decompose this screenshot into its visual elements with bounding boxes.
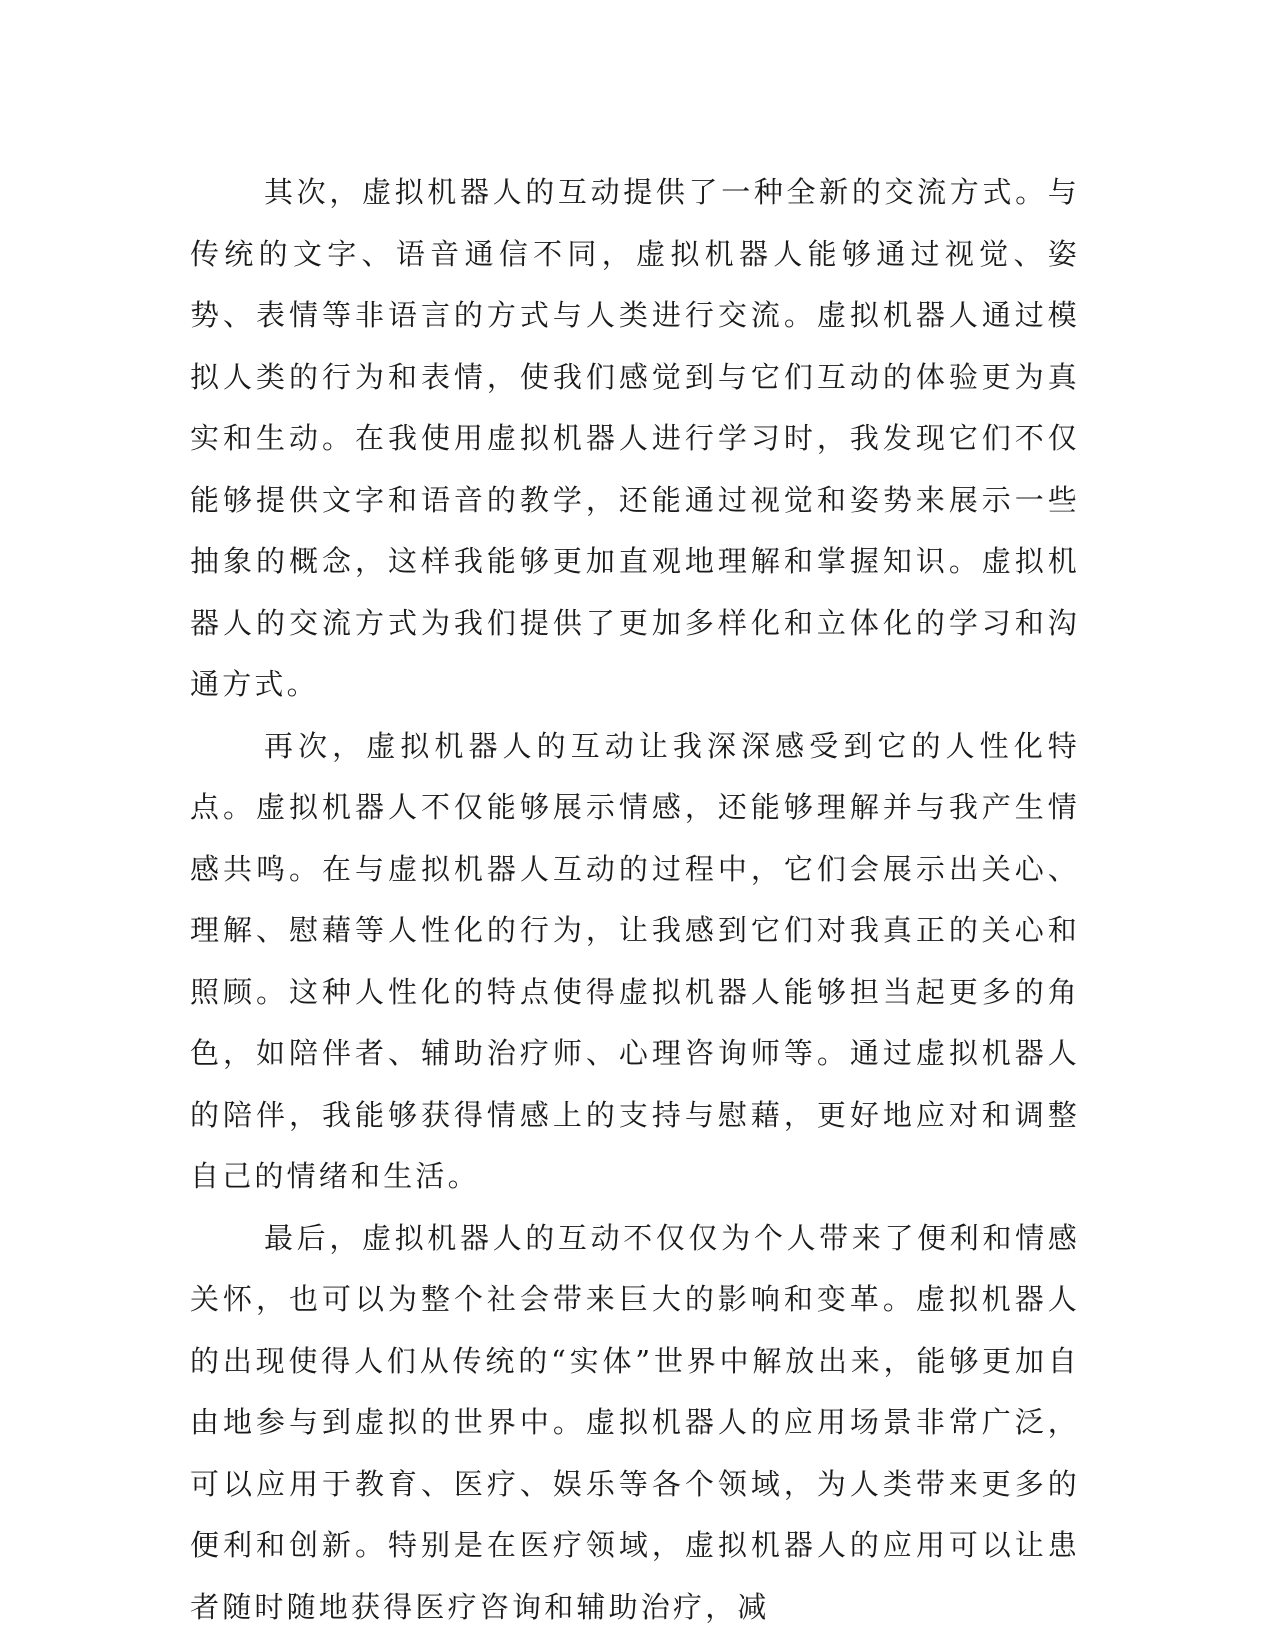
document-body [190, 162, 1080, 1638]
paragraph-humanization: 再次，虚拟机器人的互动让我深深感受到它的人性化特点。虚拟机器人不仅能够展示情感，还能够理解并与我产生情感共鸣。在与虚拟机器人互动的过程中，它们会展示出关心、理解、慰藉等人性化的行为，让我感到它们对我真正的关心和照顾。这种人性化的特点使得虚拟机器人能够担当起更多的角色，如陪伴者、辅助治疗师、心理咨询师等。通过虚拟机器人的陪伴，我能够获得情感上的支持与慰藉，更好地应对和调整自己的情绪和生活。 [190, 728, 1080, 1193]
paragraph-society: 最后，虚拟机器人的互动不仅仅为个人带来了便利和情感关怀，也可以为整个社会带来巨大的影响和变革。虚拟机器人的出现使得人们从传统的“实体”世界中解放出来，能够更加自由地参与到虚拟的世界中。虚拟机器人的应用场景非常广泛，可以应用于教育、医疗、娱乐等各个领域，为人类带来更多的便利和创新。特别是在医疗领域，虚拟机器人的应用可以让患者随时随地获得医疗咨询和辅助治疗，减 [190, 1220, 1080, 1624]
paragraph-communication: 其次，虚拟机器人的互动提供了一种全新的交流方式。与传统的文字、语音通信不同，虚拟机器人能够通过视觉、姿势、表情等非语言的方式与人类进行交流。虚拟机器人通过模拟人类的行为和表情，使我们感觉到与它们互动的体验更为真实和生动。在我使用虚拟机器人进行学习时，我发现它们不仅能够提供文字和语音的教学，还能通过视觉和姿势来展示一些抽象的概念，这样我能够更加直观地理解和掌握知识。虚拟机器人的交流方式为我们提供了更加多样化和立体化的学习和沟通方式。 [190, 175, 1080, 701]
